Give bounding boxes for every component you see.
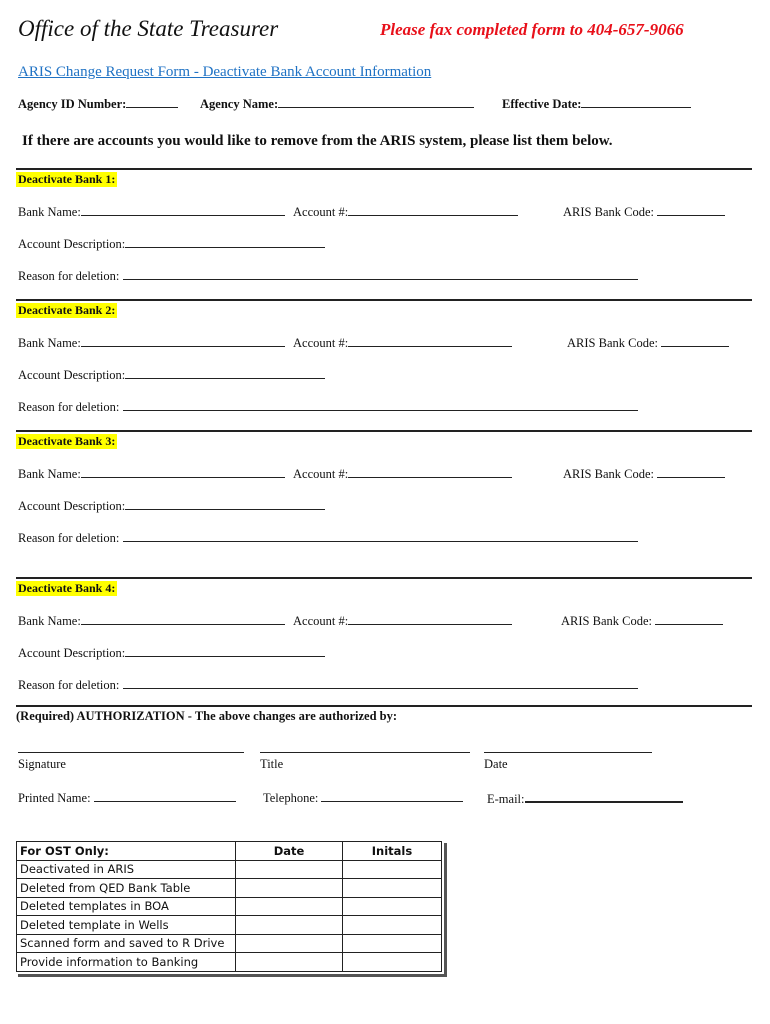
account-label: Account #: bbox=[293, 467, 349, 481]
section-divider bbox=[16, 430, 752, 432]
aris-code-label: ARIS Bank Code: bbox=[561, 614, 652, 628]
bank-1-heading: Deactivate Bank 1: bbox=[18, 172, 116, 186]
bank-name-label: Bank Name: bbox=[18, 336, 81, 350]
bank-2-account-input[interactable] bbox=[348, 334, 512, 347]
bank-1-name-field bbox=[18, 203, 285, 220]
initials-cell[interactable] bbox=[343, 879, 442, 898]
date-cell[interactable] bbox=[236, 934, 343, 953]
telephone-field bbox=[263, 789, 463, 806]
signature-line[interactable] bbox=[18, 752, 244, 753]
bank-3-reason-input[interactable] bbox=[123, 529, 638, 542]
agency-id-label: Agency ID Number: bbox=[18, 97, 127, 111]
table-row bbox=[17, 916, 442, 935]
bank-3-account-input[interactable] bbox=[348, 465, 512, 478]
bank-3-heading: Deactivate Bank 3: bbox=[18, 434, 116, 448]
agency-id-input[interactable] bbox=[126, 95, 178, 108]
title-label: Title bbox=[260, 757, 284, 771]
initials-cell[interactable] bbox=[343, 897, 442, 916]
aris-code-label: ARIS Bank Code: bbox=[563, 205, 654, 219]
section-divider bbox=[16, 299, 752, 301]
bank-1-account-input[interactable] bbox=[348, 203, 518, 216]
bank-4-heading: Deactivate Bank 4: bbox=[18, 581, 116, 595]
date-cell[interactable] bbox=[236, 860, 343, 879]
bank-4-description-input[interactable] bbox=[125, 644, 325, 657]
email-input[interactable] bbox=[525, 789, 683, 803]
task-label: Deactivated in ARIS bbox=[17, 860, 236, 879]
initials-cell[interactable] bbox=[343, 916, 442, 935]
bank-4-reason-input[interactable] bbox=[123, 676, 638, 689]
bank-1-account-field bbox=[293, 203, 518, 220]
telephone-label: Telephone: bbox=[263, 791, 319, 805]
fax-instruction: Please fax completed form to 404-657-9066 bbox=[380, 20, 684, 39]
date-cell[interactable] bbox=[236, 897, 343, 916]
task-label: Deleted template in Wells bbox=[17, 916, 236, 935]
table-row bbox=[17, 897, 442, 916]
initials-cell[interactable] bbox=[343, 953, 442, 972]
task-label: Scanned form and saved to R Drive bbox=[17, 934, 236, 953]
bank-2-reason-field bbox=[18, 398, 638, 415]
date-line[interactable] bbox=[484, 752, 652, 753]
bank-2-reason-input[interactable] bbox=[123, 398, 638, 411]
agency-name-label: Agency Name: bbox=[200, 97, 279, 111]
reason-label: Reason for deletion: bbox=[18, 531, 120, 545]
agency-name-input[interactable] bbox=[278, 95, 474, 108]
reason-label: Reason for deletion: bbox=[18, 678, 120, 692]
reason-label: Reason for deletion: bbox=[18, 400, 120, 414]
signature-label: Signature bbox=[18, 757, 66, 771]
table-header-row bbox=[17, 842, 442, 861]
email-label: E-mail: bbox=[487, 792, 525, 806]
bank-1-name-input[interactable] bbox=[81, 203, 285, 216]
table-shadow bbox=[444, 843, 447, 977]
reason-label: Reason for deletion: bbox=[18, 269, 120, 283]
bank-4-aris-code-input[interactable] bbox=[655, 612, 723, 625]
bank-1-aris-code-input[interactable] bbox=[657, 203, 725, 216]
bank-1-description-field bbox=[18, 235, 325, 252]
description-label: Account Description: bbox=[18, 237, 126, 251]
bank-2-description-input[interactable] bbox=[125, 366, 325, 379]
bank-1-reason-field bbox=[18, 267, 638, 284]
form-title: ARIS Change Request Form - Deactivate Bank Account Information bbox=[18, 64, 432, 80]
bank-name-label: Bank Name: bbox=[18, 614, 81, 628]
bank-3-reason-field bbox=[18, 529, 638, 546]
bank-3-aris-code-field bbox=[563, 465, 725, 482]
table-shadow bbox=[18, 974, 447, 977]
bank-4-reason-field bbox=[18, 676, 638, 693]
effective-date-label: Effective Date: bbox=[502, 97, 582, 111]
for-ost-only-header: For OST Only: bbox=[17, 842, 236, 861]
email-field bbox=[487, 789, 683, 807]
table-row bbox=[17, 934, 442, 953]
bank-3-name-field bbox=[18, 465, 285, 482]
bank-4-description-field bbox=[18, 644, 325, 661]
bank-4-name-field bbox=[18, 612, 285, 629]
initials-column-header: Initals bbox=[343, 842, 442, 861]
date-column-header: Date bbox=[236, 842, 343, 861]
bank-name-label: Bank Name: bbox=[18, 205, 81, 219]
bank-4-account-field bbox=[293, 612, 512, 629]
bank-3-account-field bbox=[293, 465, 512, 482]
table-row bbox=[17, 953, 442, 972]
bank-3-aris-code-input[interactable] bbox=[657, 465, 725, 478]
bank-name-label: Bank Name: bbox=[18, 467, 81, 481]
table-row bbox=[17, 879, 442, 898]
aris-code-label: ARIS Bank Code: bbox=[567, 336, 658, 350]
account-label: Account #: bbox=[293, 614, 349, 628]
task-label: Deleted from QED Bank Table bbox=[17, 879, 236, 898]
bank-1-description-input[interactable] bbox=[125, 235, 325, 248]
section-divider bbox=[16, 705, 752, 707]
bank-1-reason-input[interactable] bbox=[123, 267, 638, 280]
printed-name-field bbox=[18, 789, 236, 806]
bank-3-description-input[interactable] bbox=[125, 497, 325, 510]
section-divider bbox=[16, 168, 752, 170]
effective-date-field bbox=[502, 95, 691, 112]
bank-2-heading: Deactivate Bank 2: bbox=[18, 303, 116, 317]
date-cell[interactable] bbox=[236, 953, 343, 972]
instruction-text: If there are accounts you would like to remove from the ARIS system, please list them below. bbox=[22, 133, 613, 149]
description-label: Account Description: bbox=[18, 368, 126, 382]
bank-2-description-field bbox=[18, 366, 325, 383]
date-label: Date bbox=[484, 757, 508, 771]
aris-code-label: ARIS Bank Code: bbox=[563, 467, 654, 481]
bank-4-name-input[interactable] bbox=[81, 612, 285, 625]
title-line[interactable] bbox=[260, 752, 470, 753]
date-cell[interactable] bbox=[236, 879, 343, 898]
bank-3-name-input[interactable] bbox=[81, 465, 285, 478]
bank-2-name-input[interactable] bbox=[81, 334, 285, 347]
authorization-heading: (Required) AUTHORIZATION - The above changes are authorized by: bbox=[16, 709, 398, 723]
account-label: Account #: bbox=[293, 336, 349, 350]
printed-name-input[interactable] bbox=[94, 789, 236, 802]
bank-4-aris-code-field bbox=[561, 612, 723, 629]
ost-only-table bbox=[16, 841, 442, 972]
bank-3-description-field bbox=[18, 497, 325, 514]
bank-1-aris-code-field bbox=[563, 203, 725, 220]
table-row bbox=[17, 860, 442, 879]
initials-cell[interactable] bbox=[343, 934, 442, 953]
telephone-input[interactable] bbox=[321, 789, 463, 802]
bank-4-account-input[interactable] bbox=[348, 612, 512, 625]
date-cell[interactable] bbox=[236, 916, 343, 935]
agency-id-field bbox=[18, 95, 178, 112]
description-label: Account Description: bbox=[18, 499, 126, 513]
office-title: Office of the State Treasurer bbox=[18, 16, 279, 41]
section-divider bbox=[16, 577, 752, 579]
task-label: Provide information to Banking bbox=[17, 953, 236, 972]
task-label: Deleted templates in BOA bbox=[17, 897, 236, 916]
bank-2-account-field bbox=[293, 334, 512, 351]
printed-name-label: Printed Name: bbox=[18, 791, 91, 805]
account-label: Account #: bbox=[293, 205, 349, 219]
initials-cell[interactable] bbox=[343, 860, 442, 879]
bank-2-aris-code-input[interactable] bbox=[661, 334, 729, 347]
bank-2-aris-code-field bbox=[567, 334, 729, 351]
bank-2-name-field bbox=[18, 334, 285, 351]
description-label: Account Description: bbox=[18, 646, 126, 660]
effective-date-input[interactable] bbox=[581, 95, 691, 108]
agency-name-field bbox=[200, 95, 474, 112]
